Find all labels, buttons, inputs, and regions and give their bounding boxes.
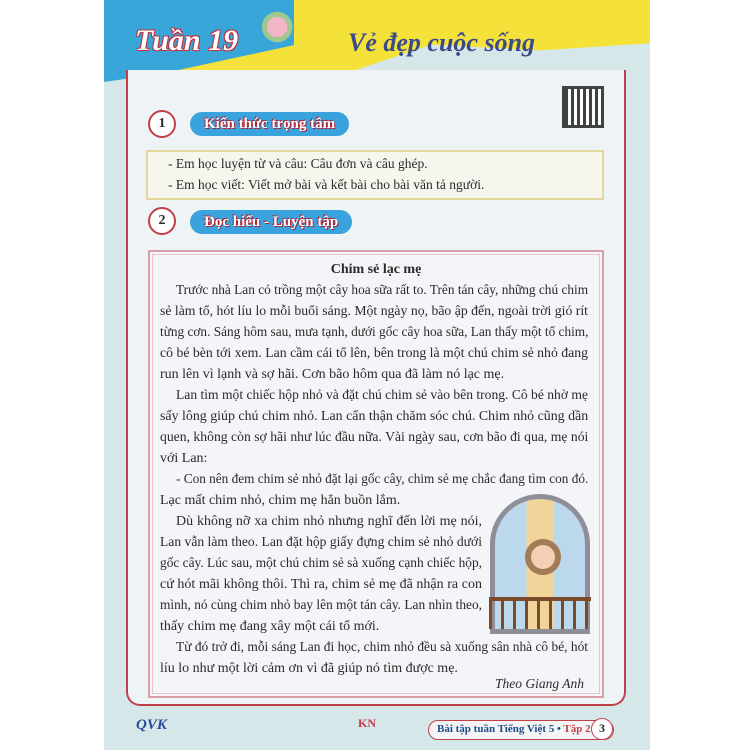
knowledge-box [146,150,604,200]
reading-passage [148,250,604,698]
section-number-1: 1 [148,110,176,138]
passage-line: quen, không còn sợ hãi như lúc đầu nữa. Vài ngày sau, cơn bão đi qua, mẹ nói [160,430,589,445]
passage-line: - Con nên đem chim sẻ nhỏ đặt lại gốc cây, chim sẻ mẹ chắc đang tìm con đó. [176,472,589,487]
section-number-2: 2 [148,207,176,235]
passage-title: Chim sẻ lạc mẹ [330,262,422,277]
week-title: Tuần 19 [135,24,239,57]
book-title: Bài tập tuần Tiếng Việt 5 • [437,723,561,735]
passage-line: Dù không nỡ xa chim nhỏ nhưng nghĩ đến lời mẹ nói, [176,514,482,529]
passage-line: gốc cây. Lúc sau, một chú chim sẻ sà xuống cạnh chiếc hộp, [160,556,482,571]
passage-author: Theo Giang Anh [494,676,584,691]
publisher-logo-center: KN [358,716,376,730]
passage-line: Lan tìm một chiếc hộp nhỏ và đặt chú chim sẻ vào bên trong. Cô bé nhờ mẹ [176,388,588,403]
passage-line: líu lo như một lời cảm ơn vì đã giúp nó tìm được mẹ. [160,661,458,676]
passage-line: run lên vì lạnh và sợ hãi. Cơn bão hôm qua đã làm nó lạc mẹ. [160,367,505,382]
passage-line: Lan vẫn làm theo. Lan đặt hộp giấy đựng chim sẻ nhỏ dưới [160,535,482,550]
passage-line: với Lan: [160,451,208,466]
passage-line: sấy lông giúp chú chim nhỏ. Lan cẩn thận chăm sóc chú. Chim nhỏ cũng dần [160,409,589,424]
knowledge-item: - Em học viết: Viết mở bài và kết bài cho bài văn tả người. [168,177,485,192]
girl-figure [525,539,561,575]
book-volume: Tập 2 [563,723,591,735]
flower-decoration-icon [258,10,306,44]
passage-line: từng cơn. Sáng hôm sau, mưa tạnh, dưới gốc cây hoa sữa, Lan thấy một tổ chim, [160,325,589,340]
passage-line: cứ hót mãi không thôi. Thì ra, chim sẻ mẹ đã nhận ra con [160,577,482,592]
girl-at-window-illustration [490,494,590,634]
book-title-footer [428,720,614,740]
page-number: 3 [591,718,613,740]
passage-line: sẻ làm tổ, hót líu lo mỗi buổi sáng. Một ngày nọ, bão ập đến, ngoài trời gió rít [160,304,588,319]
passage-line: cô bé bèn tới xem. Lan cầm cái tổ lên, bên trong là một chú chim sẻ nhỏ đang [160,346,589,361]
section-heading-reading: Đọc hiểu - Luyện tập [190,210,352,234]
theme-title: Vẻ đẹp cuộc sống [348,28,536,57]
section-heading-knowledge: Kiến thức trọng tâm [190,112,349,136]
passage-line: mình, nó cùng chim nhỏ bay lên một tán cây. Lan nhìn theo, [160,598,482,613]
qr-code-icon[interactable] [562,86,604,128]
passage-line: thấy chim mẹ đang xây một cái tổ mới. [160,619,380,634]
passage-line: Lạc mất chim nhỏ, chim mẹ hẳn buồn lắm. [160,493,401,508]
knowledge-item: - Em học luyện từ và câu: Câu đơn và câu ghép. [168,156,428,171]
passage-line: Từ đó trở đi, mỗi sáng Lan đi học, chim nhỏ đều sà xuống sân nhà cô bé, hót [176,640,588,655]
balcony-rail [489,597,591,629]
passage-line: Trước nhà Lan có trồng một cây hoa sữa rất to. Trên tán cây, những chú chim [176,283,589,298]
publisher-logo-left: QVK [136,717,167,733]
